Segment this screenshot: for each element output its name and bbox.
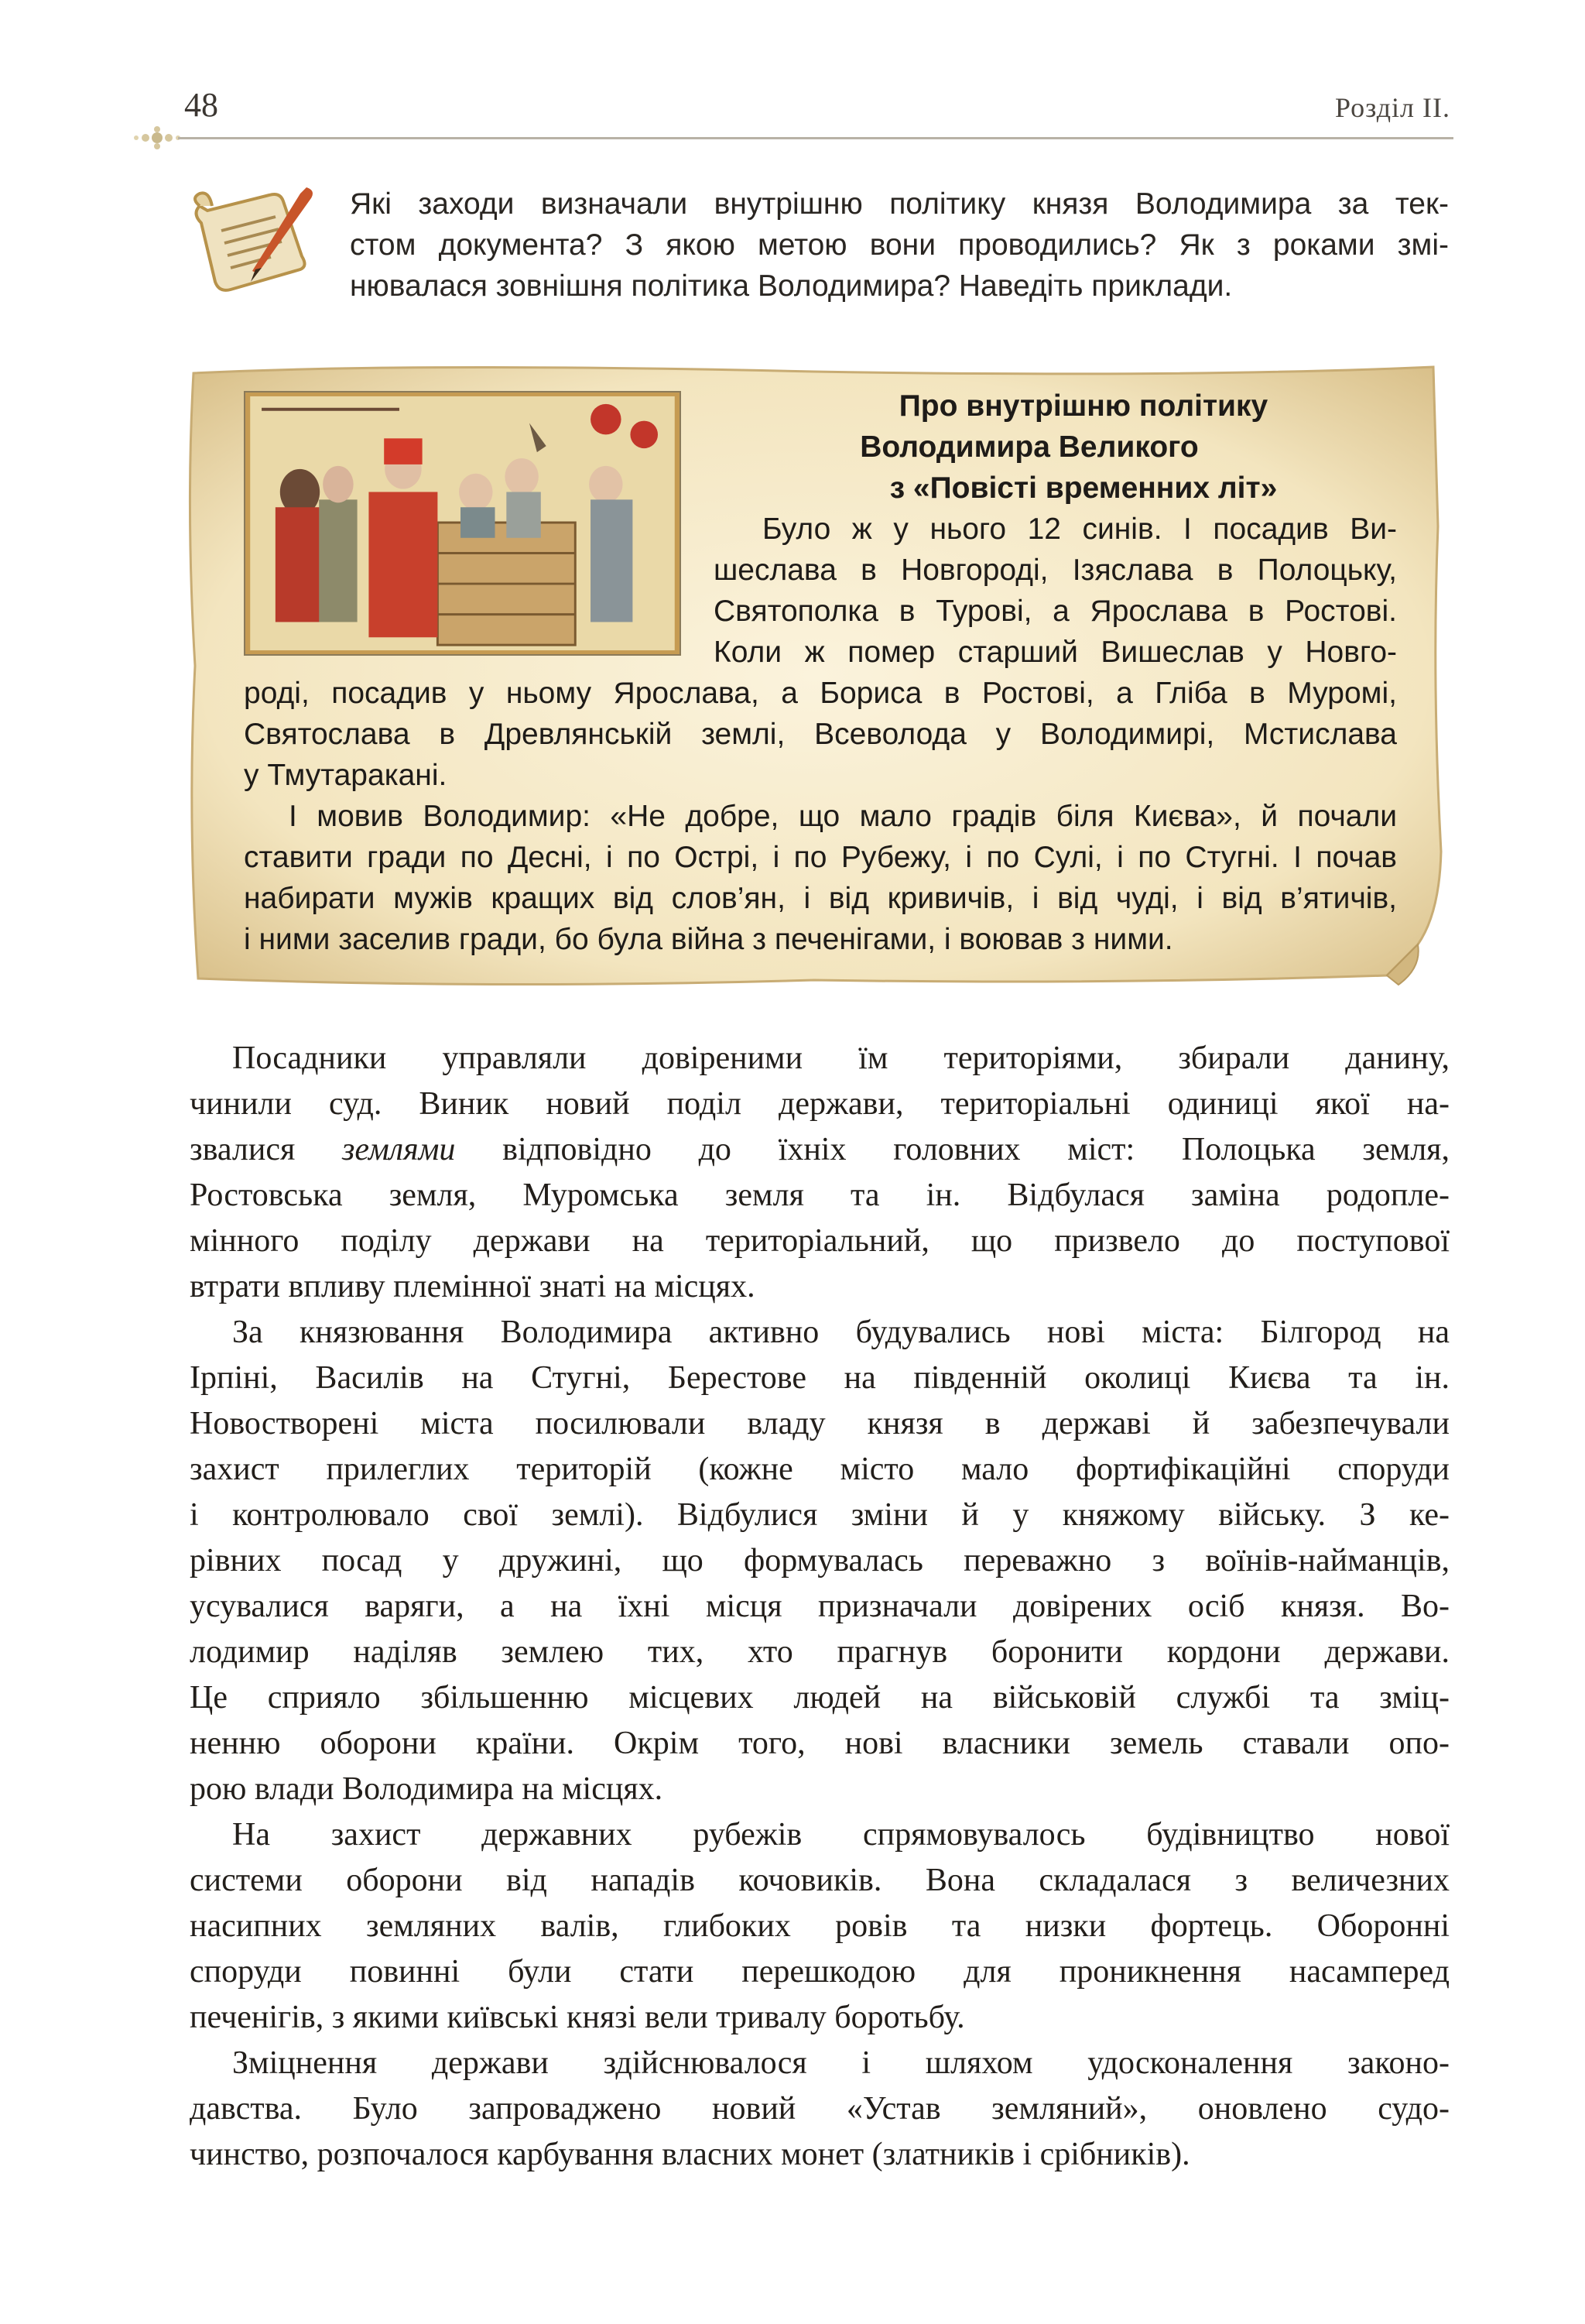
document-line: Коли ж помер старший Вишеслав у Новго- bbox=[714, 636, 1397, 669]
body-line bbox=[190, 1131, 1450, 1168]
document-line: Святослава в Древлянській землі, Всеволода у Володимирі, Мстислава bbox=[244, 718, 1397, 751]
document-title-line: з «Повісті временних літ» bbox=[889, 471, 1278, 505]
body-line: рівних посад у дружині, що формувалась переважно з воїнів-найманців, bbox=[190, 1543, 1450, 1578]
body-line: давства. Було запроваджено новий «Устав земляний», оновлено судо- bbox=[190, 2091, 1450, 2127]
document-line: роді, посадив у ньому Ярослава, а Бориса в Ростові, а Гліба в Муромі, bbox=[244, 677, 1397, 710]
chapter-label: Розділ II. bbox=[1335, 92, 1450, 123]
document-line: Святополка в Турові, а Ярослава в Ростові. bbox=[714, 595, 1397, 628]
document-line: у Тмутаракані. bbox=[244, 759, 447, 792]
body-line: ненню оборони країни. Окрім того, нові власники земель ставали опо- bbox=[190, 1726, 1450, 1761]
body-line: мінного поділу держави на територіальний, що призвело до поступової bbox=[190, 1223, 1450, 1259]
body-line: Ростовська земля, Муромська земля та ін. Відбулася заміна родопле- bbox=[190, 1177, 1450, 1213]
chronicle-miniature-image bbox=[244, 391, 681, 656]
document-line: І мовив Володимир: «Не добре, що мало градів біля Києва», й почали bbox=[289, 800, 1397, 833]
question-text bbox=[350, 183, 1449, 307]
body-line: захист прилеглих територій (кожне місто мало фортифікаційні споруди bbox=[190, 1452, 1450, 1487]
document-line: Було ж у нього 12 синів. І посадив Ви- bbox=[762, 512, 1397, 546]
body-line: усувалися варяги, а на їхні місця призначали довірених осіб князя. Во- bbox=[190, 1589, 1450, 1624]
body-line: чинили суд. Виник новий поділ держави, територіальні одиниці якої на- bbox=[190, 1086, 1450, 1122]
document-title-line: Про внутрішню політику bbox=[899, 389, 1268, 423]
body-line: Новостворені міста посилювали владу князя в державі й забезпечували bbox=[190, 1406, 1450, 1441]
body-line: Зміцнення держави здійснювалося і шляхом удосконалення законо- bbox=[232, 2045, 1450, 2081]
header-divider bbox=[178, 137, 1453, 139]
body-term-italic: землями bbox=[342, 1132, 456, 1167]
document-line: шеслава в Новгороді, Ізяслава в Полоцьку, bbox=[714, 554, 1397, 587]
page-number: 48 bbox=[184, 86, 218, 124]
body-line: чинство, розпочалося карбування власних монет (златників і срібників). bbox=[190, 2137, 1190, 2172]
body-line: насипних земляних валів, глибоких ровів та низки фортець. Оборонні bbox=[190, 1908, 1450, 1944]
body-line: лодимир наділяв землею тих, хто прагнув боронити кордони держави. bbox=[190, 1634, 1450, 1670]
question-line: нювалася зовнішня політика Володимира? Наведіть приклади. bbox=[350, 269, 1233, 303]
ornament-icon bbox=[130, 124, 184, 152]
document-title-line: Володимира Великого bbox=[860, 430, 1199, 464]
body-text: звалися bbox=[190, 1132, 296, 1167]
document-line: ставити гради по Десні, і по Острі, і по Рубежу, і по Сулі, і по Стугні. І почав bbox=[244, 841, 1397, 874]
body-line: Це сприяло збільшенню місцевих людей на військовій службі та зміц- bbox=[190, 1680, 1450, 1716]
body-line: Ірпіні, Василів на Стугні, Берестове на південній околиці Києва та ін. bbox=[190, 1360, 1450, 1396]
body-line: втрати впливу племінної знаті на місцях. bbox=[190, 1269, 755, 1304]
body-line: рою влади Володимира на місцях. bbox=[190, 1771, 663, 1807]
body-line: і контролювало свої землі). Відбулися зміни й у княжому війську. З ке- bbox=[190, 1497, 1450, 1533]
body-line: споруди повинні були стати перешкодою для проникнення насамперед bbox=[190, 1954, 1450, 1990]
body-line: Посадники управляли довіреними їм територіями, збирали данину, bbox=[232, 1040, 1450, 1076]
document-line: набирати мужів кращих від слов’ян, і від кривичів, і від чуді, і від в’ятичів, bbox=[244, 882, 1397, 915]
question-line: Які заходи визначали внутрішню політику князя Володимира за тек- bbox=[350, 187, 1449, 221]
body-text: відповідно до їхніх головних міст: Полоцька земля, bbox=[502, 1132, 1450, 1167]
question-line: стом документа? З якою метою вони проводились? Як з роками змі- bbox=[350, 228, 1449, 262]
scroll-quill-icon bbox=[184, 183, 324, 299]
body-line: печенігів, з якими київські князі вели тривалу боротьбу. bbox=[190, 2000, 965, 2035]
document-line: і ними заселив гради, бо була війна з печенігами, і воював з ними. bbox=[244, 923, 1173, 956]
body-line: На захист державних рубежів спрямовувалось будівництво нової bbox=[232, 1817, 1450, 1853]
body-line: системи оборони від нападів кочовиків. Вона складалася з величезних bbox=[190, 1863, 1450, 1898]
body-line: За князювання Володимира активно будувались нові міста: Білгород на bbox=[232, 1315, 1450, 1350]
